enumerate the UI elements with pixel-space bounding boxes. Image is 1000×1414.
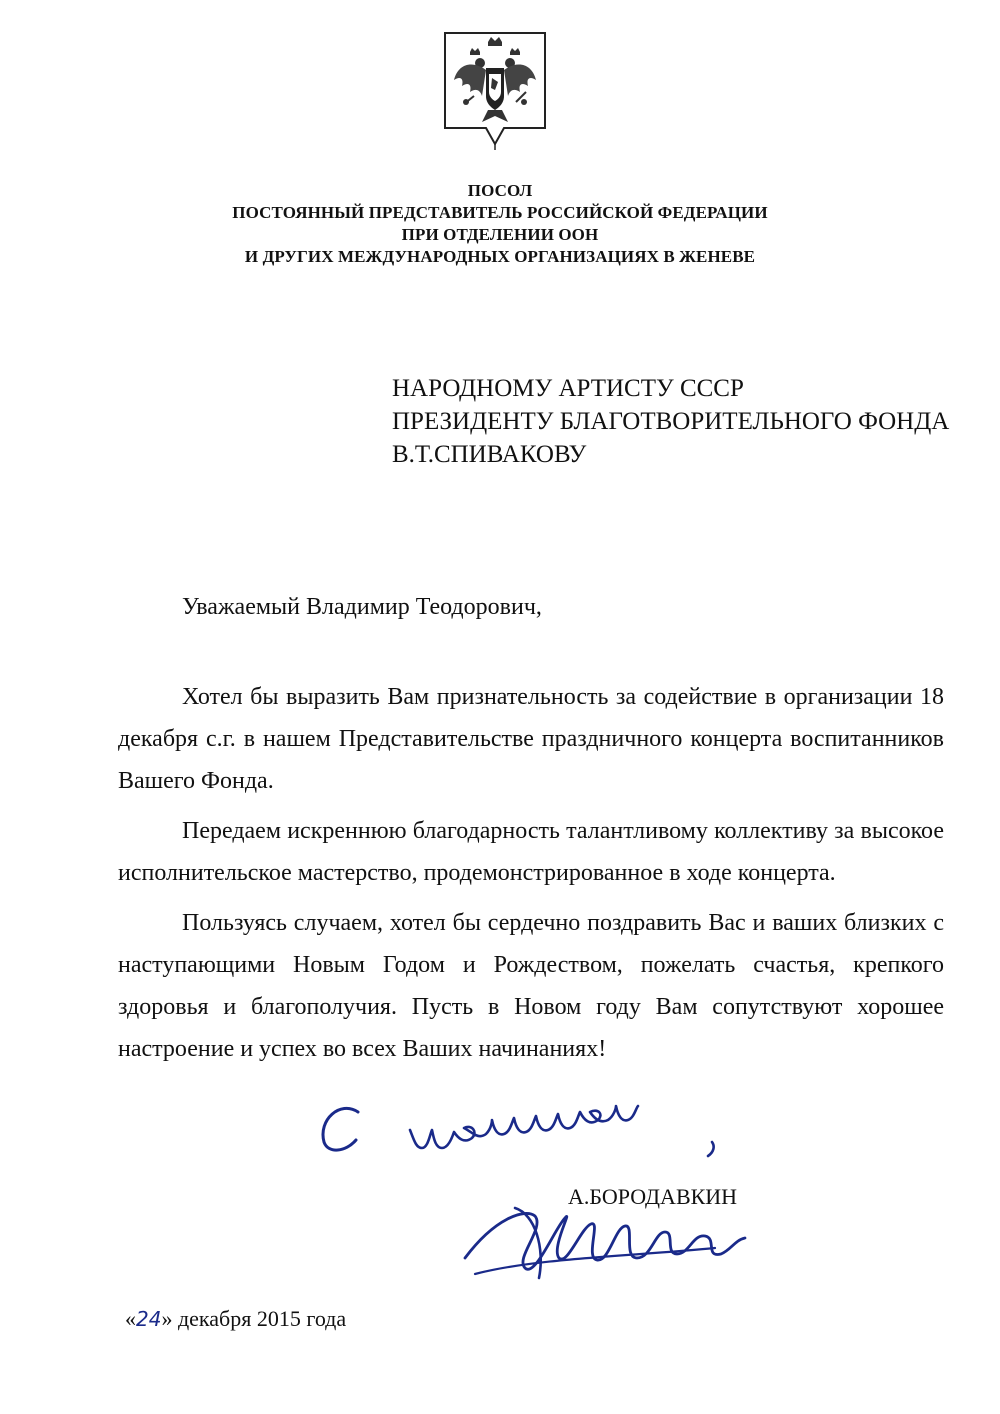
date-day-handwritten: 24: [136, 1307, 162, 1331]
addressee-line: ПРЕЗИДЕНТУ БЛАГОТВОРИТЕЛЬНОГО ФОНДА: [392, 408, 950, 435]
letterhead-line: И ДРУГИХ МЕЖДУНАРОДНЫХ ОРГАНИЗАЦИЯХ В ЖЕНЕВЕ: [244, 247, 756, 266]
salutation: Уважаемый Владимир Теодорович,: [182, 594, 542, 620]
handwritten-closing-icon: [310, 1090, 740, 1170]
signature: [455, 1188, 755, 1288]
letter-body: [118, 676, 944, 1078]
letterhead-title: ПОСОЛ: [467, 181, 533, 200]
letterhead-line: ПОСТОЯННЫЙ ПРЕДСТАВИТЕЛЬ РОССИЙСКОЙ ФЕДЕРАЦИИ: [232, 203, 768, 222]
addressee-line: НАРОДНОМУ АРТИСТУ СССР: [392, 375, 744, 402]
handwritten-closing: [310, 1090, 740, 1170]
date-open-quote: «: [125, 1306, 136, 1331]
body-paragraph: Пользуясь случаем, хотел бы сердечно поздравить Вас и ваших близких с наступающими Новым Годом и Рождеством, пожелать счастья, крепкого здоровья и благополучия. Пусть в Новом году Вам сопутствуют хорошее настроение и успех во всех Ваших начинаниях!: [118, 910, 944, 1062]
date-rest: декабря 2015 года: [172, 1306, 347, 1331]
letterhead-line: ПРИ ОТДЕЛЕНИИ ООН: [401, 225, 599, 244]
coat-of-arms-emblem: [442, 30, 548, 152]
signature-icon: [455, 1188, 755, 1288]
signer-name: А.БОРОДАВКИН: [568, 1184, 738, 1209]
addressee-line: В.Т.СПИВАКОВУ: [392, 441, 587, 468]
addressee-block: [392, 372, 949, 471]
russian-coat-of-arms-icon: [442, 30, 548, 152]
letter-date: [125, 1306, 346, 1332]
body-paragraph: Хотел бы выразить Вам признательность за содействие в организации 18 декабря с.г. в нашем Представительстве праздничного концерта воспитанников Вашего Фонда.: [118, 684, 944, 794]
date-close-quote: »: [161, 1306, 173, 1331]
body-paragraph: Передаем искреннюю благодарность талантливому коллективу за высокое исполнительское мастерство, продемонстрированное в ходе концерта.: [118, 818, 944, 886]
letterhead: [100, 180, 900, 268]
